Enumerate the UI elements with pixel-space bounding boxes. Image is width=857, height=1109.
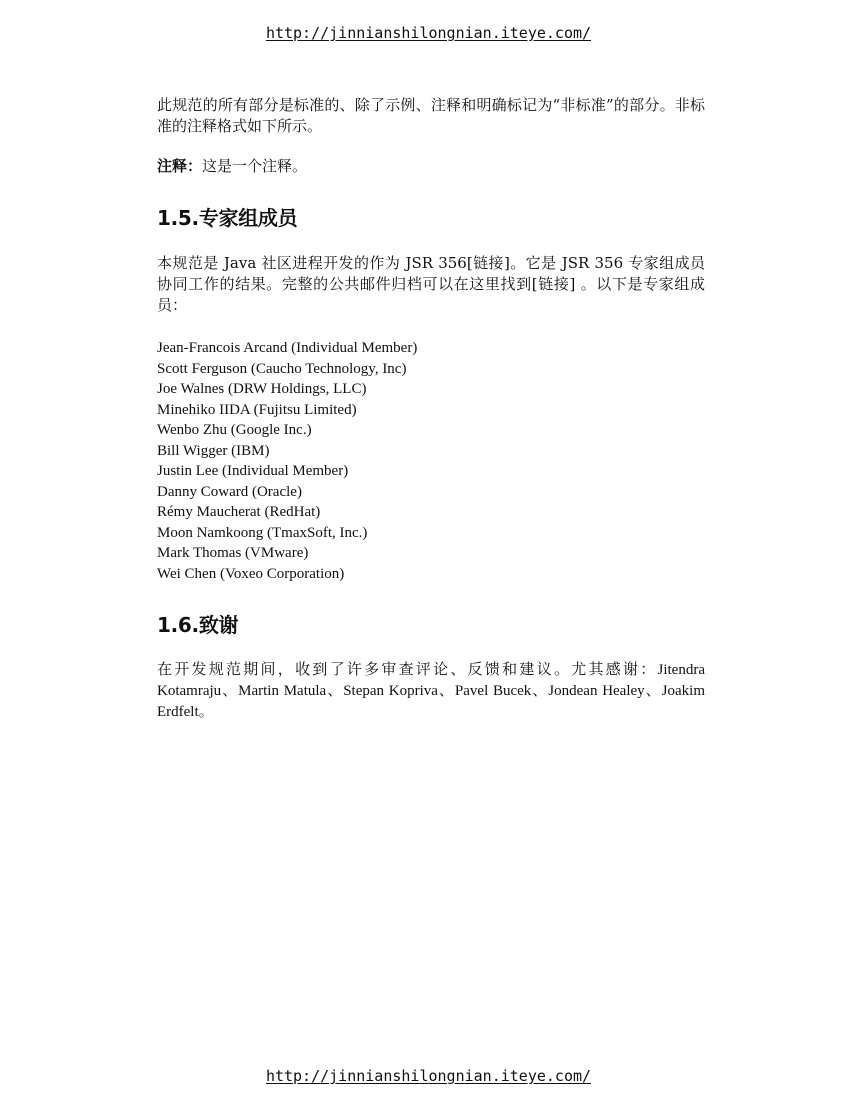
expert-group-paragraph: 本规范是 Java 社区进程开发的作为 JSR 356[链接]。它是 JSR 356 专家组成员协同工作的结果。完整的公共邮件归档可以在这里找到[链接] 。以下是专家组成员： <box>157 254 705 314</box>
note-paragraph <box>157 156 705 177</box>
header-url-link[interactable]: http://jinnianshilongnian.iteye.com/ <box>265 24 592 42</box>
intro-paragraph: 此规范的所有部分是标准的、除了示例、注释和明确标记为“非标准”的部分。非标准的注释格式如下所示。 <box>157 96 705 135</box>
member-item: Wenbo Zhu (Google Inc.) <box>157 422 312 438</box>
member-item: Moon Namkoong (TmaxSoft, Inc.) <box>157 524 368 541</box>
acknowledgements-paragraph: 在开发规范期间，收到了许多审查评论、反馈和建议。尤其感谢：Jitendra Kotamraju、Martin Matula、Stepan Kopriva、Pavel Bucek、Jondean Healey、Joakim Erdfelt。 <box>157 662 705 720</box>
section-heading-expert-group: 1.5.专家组成员 <box>157 206 298 230</box>
member-item: Danny Coward (Oracle) <box>157 483 302 500</box>
member-item: Bill Wigger (IBM) <box>157 442 270 459</box>
document-body <box>157 95 705 723</box>
member-item: Scott Ferguson (Caucho Technology, Inc) <box>157 360 407 377</box>
note-text: 这是一个注释。 <box>202 157 308 175</box>
member-item: Justin Lee (Individual Member) <box>157 463 349 479</box>
member-item: Minehiko IIDA (Fujitsu Limited) <box>157 401 357 418</box>
note-label: 注释： <box>157 157 203 175</box>
member-item: Jean-Francois Arcand (Individual Member) <box>157 340 418 356</box>
section-heading-acknowledgements: 1.6.致谢 <box>157 613 239 637</box>
footer-url-link[interactable]: http://jinnianshilongnian.iteye.com/ <box>265 1067 592 1085</box>
member-item: Rémy Maucherat (RedHat) <box>157 504 321 520</box>
member-item: Mark Thomas (VMware) <box>157 545 309 561</box>
member-item: Joe Walnes (DRW Holdings, LLC) <box>157 381 367 397</box>
member-item: Wei Chen (Voxeo Corporation) <box>157 565 345 582</box>
expert-group-member-list <box>157 338 705 584</box>
